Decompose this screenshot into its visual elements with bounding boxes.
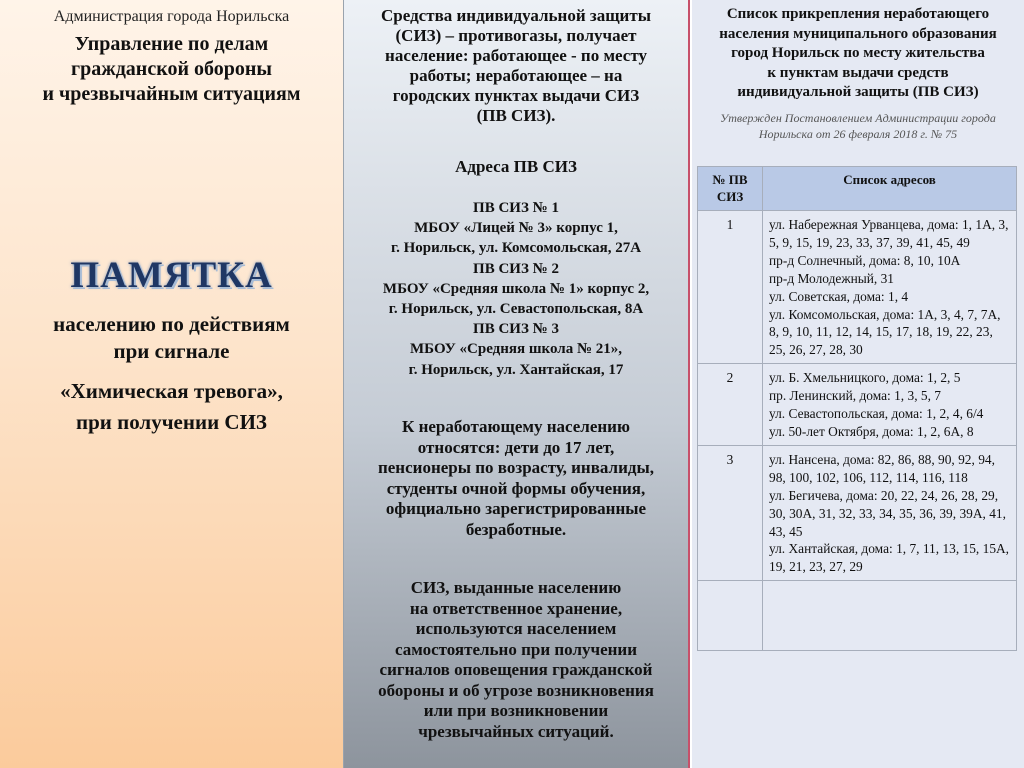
column-header-point-number: № ПВ СИЗ xyxy=(698,167,763,211)
address-line: ул. Советская, дома: 1, 4 xyxy=(769,288,909,304)
text-line: на ответственное хранение, xyxy=(409,598,623,618)
column-header-address-list: Список адресов xyxy=(763,167,1017,211)
text-line: самостоятельно при получении xyxy=(394,639,638,659)
text-line: население: работающее - по месту xyxy=(385,46,647,65)
addresses-table xyxy=(697,166,1017,651)
text-line: безработные. xyxy=(465,519,567,539)
address-line: ул. Хантайская, дома: 1, 7, 11, 13, 15, 15А, 19, 21, 23, 27, 29 xyxy=(769,541,1010,575)
table-row xyxy=(698,364,1017,446)
address-line: ул. Набережная Урванцева, дома: 1, 1А, 3, 5, 9, 15, 19, 23, 33, 37, 39, 41, 45, 49 xyxy=(769,217,1009,250)
text-line: МБОУ «Средняя школа № 1» корпус 2, xyxy=(382,280,650,297)
address-list-cell xyxy=(763,445,1017,580)
text-line: Средства индивидуальной защиты xyxy=(381,6,651,25)
memo-subtitle-line: при сигнале xyxy=(113,339,230,363)
text-line: К неработающему населению xyxy=(402,417,630,436)
address-line: ул. Нансена, дома: 82, 86, 88, 90, 92, 94, 98, 100, 102, 106, 112, 114, 116, 118 xyxy=(769,451,995,485)
middle-column xyxy=(343,0,690,768)
empty-table-row xyxy=(698,581,1017,651)
table-row xyxy=(698,445,1017,580)
department-line: гражданской обороны xyxy=(70,58,272,80)
text-line: сигналов оповещения гражданской xyxy=(379,660,653,679)
text-line: МБОУ «Лицей № 3» корпус 1, xyxy=(414,220,618,237)
memo-subtitle-continued xyxy=(0,376,343,438)
department-name xyxy=(0,32,343,107)
empty-cell xyxy=(698,581,763,651)
text-line: студенты очной формы обучения, xyxy=(386,478,646,498)
addresses-heading: Адреса ПВ СИЗ xyxy=(455,157,577,176)
text-line: или при возникновении xyxy=(423,701,609,720)
text-line: индивидуальной защиты (ПВ СИЗ) xyxy=(737,84,979,101)
nonworking-population-paragraph xyxy=(350,417,682,540)
point-number-cell: 1 xyxy=(698,211,763,364)
text-line: (ПВ СИЗ). xyxy=(476,106,556,125)
distribution-points-addresses xyxy=(348,198,684,380)
address-line: пр. Ленинский, дома: 1, 3, 5, 7 xyxy=(769,388,941,404)
text-line: город Норильск по месту жительства xyxy=(731,45,985,62)
memo-title: ПАМЯТКА xyxy=(70,255,273,296)
text-line: официально зарегистрированные xyxy=(385,499,647,518)
address-line: ул. 50-лет Октября, дома: 1, 2, 6А, 8 xyxy=(769,423,974,439)
siz-intro-paragraph xyxy=(350,6,682,126)
address-line: ул. Комсомольская, дома: 1А, 3, 4, 7, 7А, 8, 9, 10, 11, 12, 14, 15, 17, 18, 19, 22, 23, 25, 26, 27, 28, 30 xyxy=(769,306,1001,358)
address-line: пр-д Молодежный, 31 xyxy=(769,270,894,286)
memo-subtitle-line: населению по действиям xyxy=(53,312,290,336)
text-line: г. Норильск, ул. Севастопольская, 8А xyxy=(388,301,644,318)
text-line: к пунктам выдачи средств xyxy=(767,64,949,81)
text-line: Норильска от 26 февраля 2018 г. № 75 xyxy=(758,127,958,141)
department-line: и чрезвычайным ситуациям xyxy=(42,83,301,105)
address-list-cell xyxy=(763,364,1017,446)
point-number-cell: 2 xyxy=(698,364,763,446)
text-line: (СИЗ) – противогазы, получает xyxy=(395,26,637,45)
addresses-table-body xyxy=(698,211,1017,651)
text-line: СИЗ, выданные населению xyxy=(410,578,622,597)
assignment-list-title xyxy=(696,5,1020,103)
text-line: Утвержден Постановлением Администрации города xyxy=(720,111,996,125)
table-row xyxy=(698,211,1017,364)
text-line: ПВ СИЗ № 2 xyxy=(473,260,559,277)
memo-subtitle xyxy=(0,311,343,365)
text-line: г. Норильск, ул. Хантайская, 17 xyxy=(408,361,624,378)
memo-subtitle-line: «Химическая тревога», xyxy=(60,379,283,403)
department-line: Управление по делам xyxy=(74,33,269,55)
text-line: г. Норильск, ул. Комсомольская, 27А xyxy=(390,240,642,257)
address-line: ул. Бегичева, дома: 20, 22, 24, 26, 28, 29, 30, 30А, 31, 32, 33, 34, 35, 36, 39, 39А, 41, 43, 45 xyxy=(769,487,1006,539)
text-line: городских пунктах выдачи СИЗ xyxy=(392,86,640,105)
left-column xyxy=(0,0,343,768)
address-line: ул. Севастопольская, дома: 1, 2, 4, 6/4 xyxy=(769,406,984,422)
point-number-cell: 3 xyxy=(698,445,763,580)
text-line: Список прикрепления неработающего xyxy=(726,6,990,22)
text-line: чрезвычайных ситуаций. xyxy=(418,721,614,741)
siz-usage-paragraph xyxy=(350,578,682,742)
text-line: относятся: дети до 17 лет, xyxy=(417,437,615,457)
approval-note xyxy=(698,110,1018,142)
text-line: используются населением xyxy=(415,619,617,638)
text-line: населения муниципального образования xyxy=(719,25,997,42)
empty-cell xyxy=(763,581,1017,651)
text-line: МБОУ «Средняя школа № 21», xyxy=(409,341,623,358)
address-line: пр-д Солнечный, дома: 8, 10, 10А xyxy=(769,252,961,268)
text-line: работы; неработающее – на xyxy=(409,66,623,85)
right-column xyxy=(692,0,1024,768)
address-list-cell xyxy=(763,211,1017,364)
administration-name: Администрация города Норильска xyxy=(53,8,290,25)
table-header-row xyxy=(698,167,1017,211)
text-line: ПВ СИЗ № 1 xyxy=(473,200,559,216)
memo-subtitle-line: при получении СИЗ xyxy=(75,410,268,434)
text-line: пенсионеры по возрасту, инвалиды, xyxy=(377,458,655,477)
address-line: ул. Б. Хмельницкого, дома: 1, 2, 5 xyxy=(769,370,961,386)
text-line: обороны и об угрозе возникновения xyxy=(378,680,654,700)
text-line: ПВ СИЗ № 3 xyxy=(473,321,559,338)
